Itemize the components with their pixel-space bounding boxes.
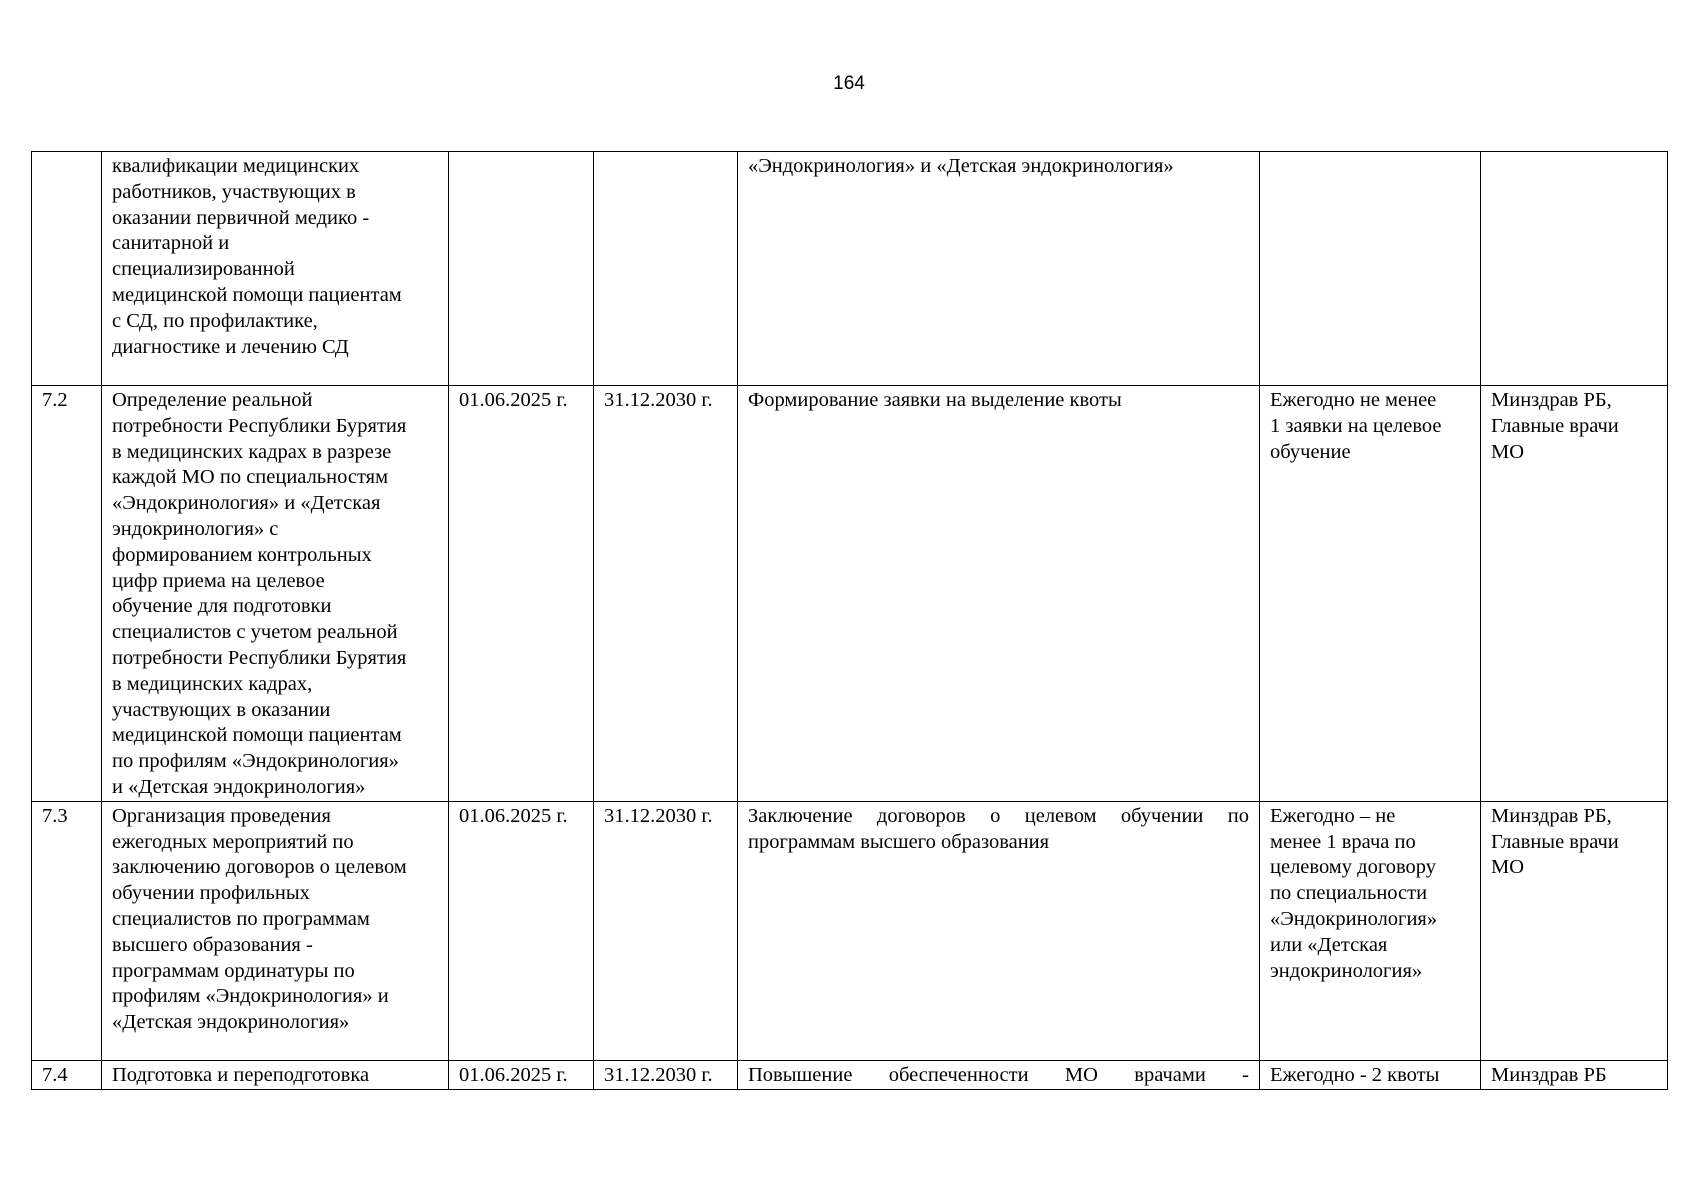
result-line: программам высшего образования [748, 830, 1050, 853]
row-number-cell: 7.3 [32, 801, 102, 1060]
result-cell [738, 801, 1260, 1060]
indicator-cell: Ежегодно не менее 1 заявки на целевое обучение [1260, 386, 1481, 802]
end-date-cell: 31.12.2030 г. [594, 801, 738, 1060]
responsible-cell: Минздрав РБ [1481, 1060, 1668, 1089]
end-date-cell: 31.12.2030 г. [594, 386, 738, 802]
indicator-cell: Ежегодно - 2 квоты [1260, 1060, 1481, 1089]
action-plan-table [31, 151, 1668, 1090]
responsible-cell: Минздрав РБ, Главные врачи МО [1481, 801, 1668, 1060]
row-number-cell: 7.4 [32, 1060, 102, 1089]
table-row [32, 152, 1668, 386]
start-date-cell: 01.06.2025 г. [449, 386, 594, 802]
start-date-cell: 01.06.2025 г. [449, 801, 594, 1060]
page-number: 164 [833, 73, 865, 94]
activity-cell: Организация проведения ежегодных мероприятий по заключению договоров о целевом обучении профильных специалистов по программам высшего образования - программам ординатуры по профилям «Эндокринология» и «Детская эндокринология» [102, 801, 449, 1060]
indicator-cell: Ежегодно – не менее 1 врача по целевому договору по специальности «Эндокринология» или «Детская эндокринология» [1260, 801, 1481, 1060]
table-row [32, 1060, 1668, 1089]
row-number-cell: 7.2 [32, 386, 102, 802]
end-date-cell: 31.12.2030 г. [594, 1060, 738, 1089]
result-cell: Формирование заявки на выделение квоты [738, 386, 1260, 802]
start-date-cell [449, 152, 594, 386]
indicator-cell [1260, 152, 1481, 386]
end-date-cell [594, 152, 738, 386]
row-number-cell [32, 152, 102, 386]
result-line: Заключение договоров о целевом обучении по [748, 804, 1249, 827]
activity-cell: Определение реальной потребности Республики Бурятия в медицинских кадрах в разрезе каждой МО по специальностям «Эндокринология» и «Детская эндокринология» с формированием контрольных цифр приема на целевое обучение для подготовки специалистов с учетом реальной потребности Республики Бурятия в медицинских кадрах, участвующих в оказании медицинской помощи пациентам по профилям «Эндокринология» и «Детская эндокринология» [102, 386, 449, 802]
responsible-cell [1481, 152, 1668, 386]
responsible-cell: Минздрав РБ, Главные врачи МО [1481, 386, 1668, 802]
table-row [32, 386, 1668, 802]
result-cell: Повышение обеспеченности МО врачами - [738, 1060, 1260, 1089]
activity-cell: квалификации медицинских работников, участвующих в оказании первичной медико - санитарной и специализированной медицинской помощи пациентам с СД, по профилактике, диагностике и лечению СД [102, 152, 449, 386]
start-date-cell: 01.06.2025 г. [449, 1060, 594, 1089]
result-cell: «Эндокринология» и «Детская эндокринология» [738, 152, 1260, 386]
table-row [32, 801, 1668, 1060]
activity-cell: Подготовка и переподготовка [102, 1060, 449, 1089]
